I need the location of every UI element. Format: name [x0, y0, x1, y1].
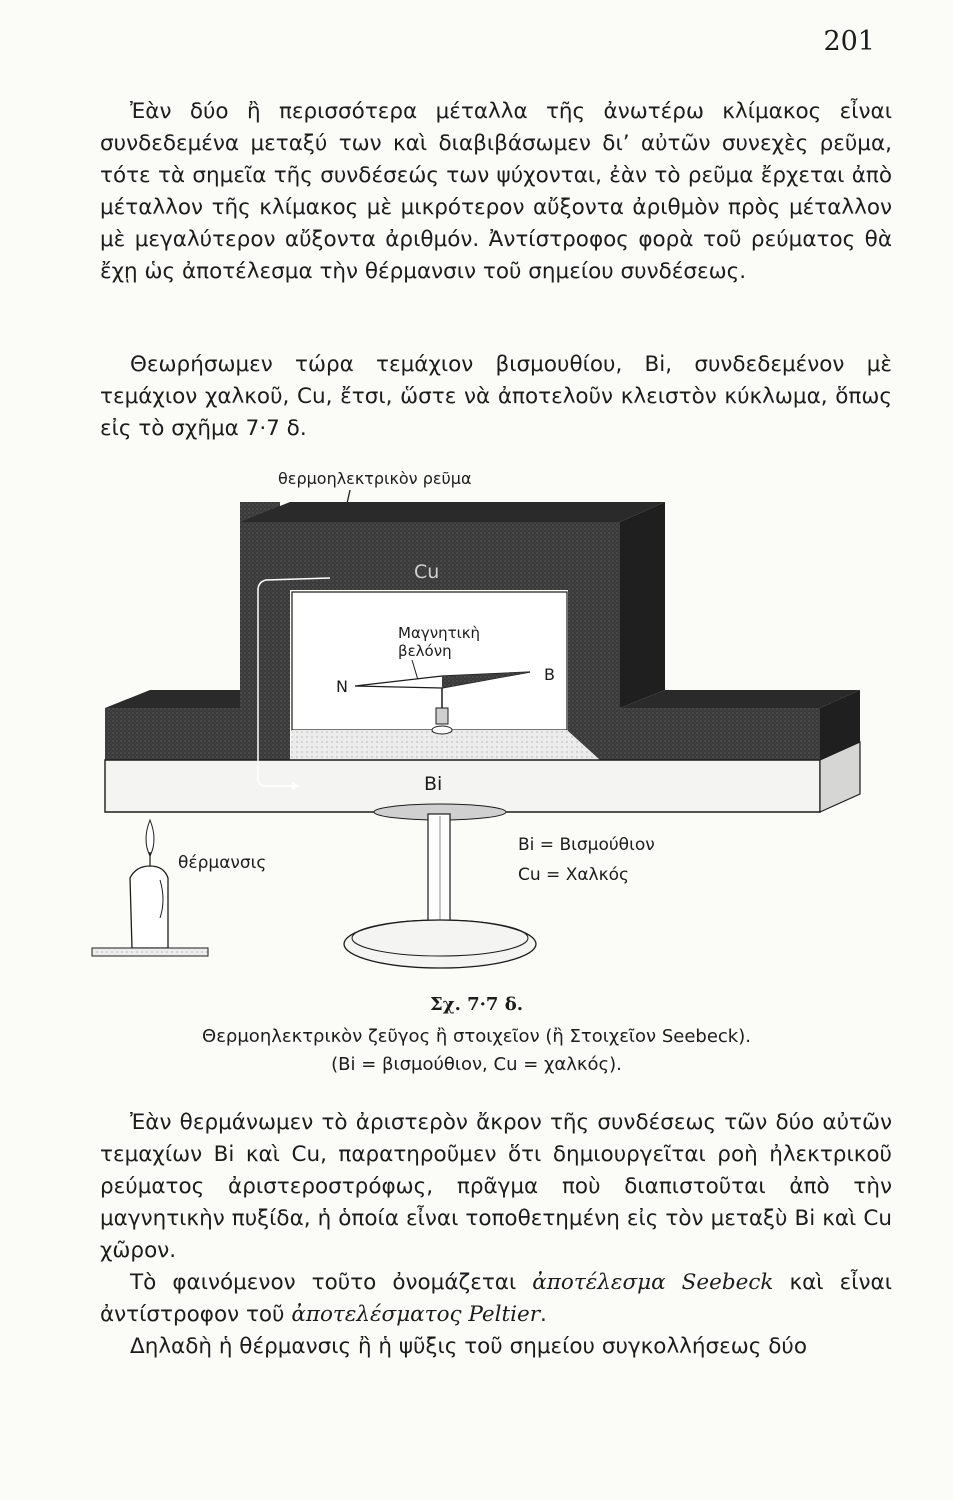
north-label: N	[336, 677, 348, 696]
cu-label: Cu	[414, 561, 440, 583]
figure-caption-line2: (Bi = βισμούθιον, Cu = χαλκός).	[331, 1054, 622, 1075]
paragraph-seebeck	[100, 1267, 892, 1331]
text-span: Τὸ φαινόμενον τοῦτο ὀνομάζεται	[130, 1270, 533, 1295]
text-span: .	[540, 1302, 547, 1327]
needle-stand	[344, 804, 536, 968]
lower-text	[100, 1107, 892, 1363]
legend-bi: Bi = Βισμούθιον	[518, 835, 655, 855]
candle	[92, 820, 208, 956]
italic-term: ἀποτέλεσμα Seebeck	[532, 1270, 774, 1295]
b-label: B	[544, 665, 555, 684]
legend-cu: Cu = Χαλκός	[518, 865, 630, 885]
current-label: θερμοηλεκτρικὸν ρεῦμα	[278, 469, 472, 488]
paragraph-text: Ἐὰν θερμάνωμεν τὸ ἀριστερὸν ἄκρον τῆς συνδέσεως τῶν δύο αὐτῶν τεμαχίων Bi καὶ Cu, παρατηροῦμεν ὅτι δημιουργεῖται ροὴ ἠλεκτρικοῦ ρεύματος ἀριστεροστρόφως, πρᾶγμα ποὺ διαπιστοῦται ἀπὸ τὴν μαγνητικὴν πυξίδα, ἡ ὁποία εἶναι τοποθετημένη εἰς τὸν μεταξὺ Bi καὶ Cu χῶρον.	[100, 1110, 892, 1263]
paragraph-text: Ἐὰν δύο ἢ περισσότερα μέταλλα τῆς ἀνωτέρω κλίμακος εἶναι συνδεδεμένα μεταξύ των καὶ διαβιβάσωμεν δι’ αὐτῶν συνεχὲς ρεῦμα, τότε τὰ σημεῖα τῆς συνδέσεώς των ψύχονται, ἐὰν τὸ ρεῦμα ἔρχεται ἀπὸ μέταλλον τῆς κλίμακος μὲ μικρότερον αὔξοντα ἀριθμὸν πρὸς μέταλλον μὲ μεγαλύτερον αὔξοντα ἀριθμόν. Ἀντίστροφος φορὰ τοῦ ρεύματος θὰ ἔχῃ ὡς ἀποτέλεσμα τὴν θέρμανσιν τοῦ σημείου συνδέσεως.	[100, 99, 892, 284]
bi-label: Bi	[424, 773, 443, 795]
italic-term: ἀποτελέσματος Peltier	[291, 1302, 541, 1327]
paragraph-text: Δηλαδὴ ἡ θέρμανσις ἢ ἡ ψῦξις τοῦ σημείου συγκολλήσεως δύο	[130, 1334, 807, 1359]
needle-label-line1: Μαγνητικὴ	[398, 624, 481, 642]
needle-label-line2: βελόνη	[398, 642, 452, 660]
text-span: καὶ εἶναι ἀντίστροφον τοῦ	[100, 1270, 892, 1327]
heating-label: θέρμανσις	[178, 853, 267, 873]
figure-number: Σχ. 7·7 δ.	[430, 994, 523, 1015]
paragraph-text: Θεωρήσωμεν τώρα τεμάχιον βισμουθίου, Bi, συνδεδεμένον μὲ τεμάχιον χαλκοῦ, Cu, ἔτσι, ὥστε νὰ ἀποτελοῦν κλειστὸν κύκλωμα, ὅπως εἰς τὸ σχῆμα 7·7 δ.	[100, 352, 892, 441]
figure-caption-line1: Θερμοηλεκτρικὸν ζεῦγος ἢ στοιχεῖον (ἢ Στοιχεῖον Seebeck).	[202, 1026, 751, 1047]
inner-window	[292, 592, 567, 730]
page-number: 201	[823, 26, 875, 57]
